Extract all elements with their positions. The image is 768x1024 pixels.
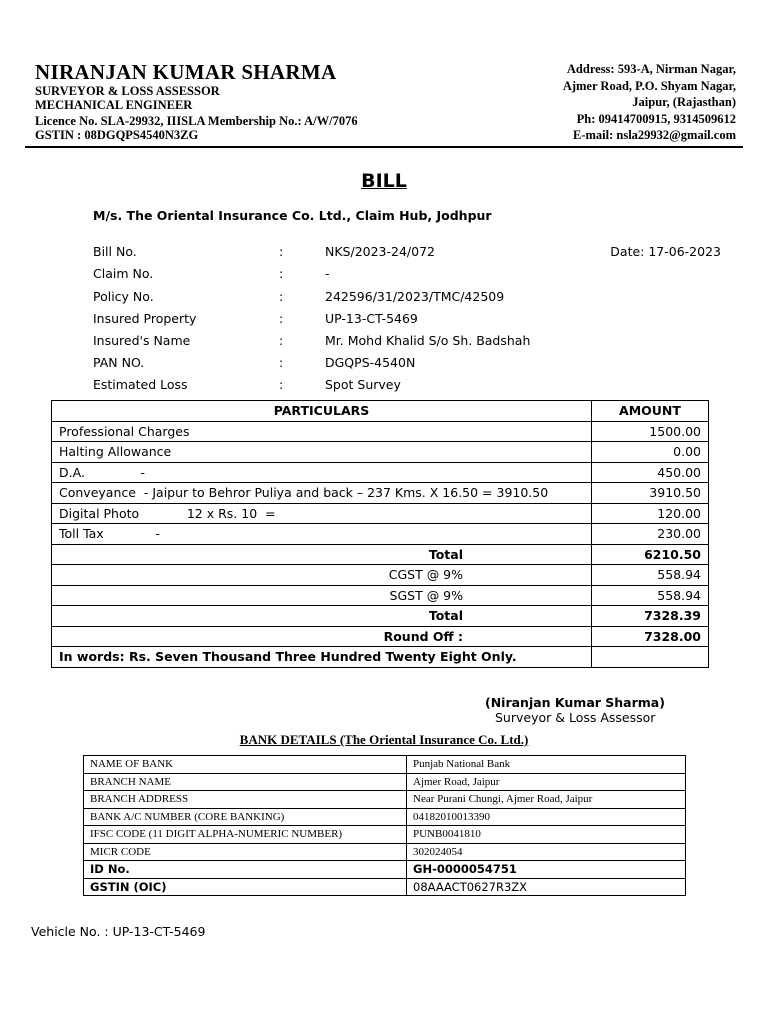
particular-cell: Halting Allowance: [52, 442, 592, 463]
amount-cell: 3910.50: [592, 483, 709, 504]
table-row: [84, 791, 686, 809]
table-row: [84, 843, 686, 861]
bank-key: IFSC CODE (11 DIGIT ALPHA-NUMERIC NUMBER): [84, 826, 407, 844]
sgst-label: SGST @ 9%: [52, 585, 592, 606]
subtotal-amount: 6210.50: [592, 544, 709, 565]
subtotal-row: [52, 544, 709, 565]
letterhead-qualification: MECHANICAL ENGINEER: [35, 98, 193, 112]
email-line: E-mail: nsla29932@gmail.com: [572, 128, 736, 142]
table-row: [84, 756, 686, 774]
address-line-3: Jaipur, (Rajasthan): [632, 95, 736, 109]
phone-line: Ph: 09414700915, 9314509612: [576, 111, 736, 126]
table-row: [52, 462, 709, 483]
table-row: [84, 773, 686, 791]
meta-value-claim-no: -: [325, 266, 330, 281]
meta-colon: :: [279, 244, 284, 259]
sgst-row: [52, 585, 709, 606]
grand-total-amount: 7328.39: [592, 606, 709, 627]
header-amount: AMOUNT: [592, 401, 709, 422]
signatory-name: (Niranjan Kumar Sharma): [485, 695, 665, 710]
particular-cell: Toll Tax -: [52, 524, 592, 545]
bank-value: Ajmer Road, Jaipur: [407, 773, 686, 791]
bank-value: 04182010013390: [407, 808, 686, 826]
subtotal-label: Total: [52, 544, 592, 565]
table-row: [52, 503, 709, 524]
table-row: [84, 861, 686, 879]
bank-key: BRANCH ADDRESS: [84, 791, 407, 809]
table-row: [84, 826, 686, 844]
letterhead-divider: [25, 146, 743, 148]
bank-key: MICR CODE: [84, 843, 407, 861]
bank-key: NAME OF BANK: [84, 756, 407, 774]
amount-cell: 450.00: [592, 462, 709, 483]
table-row: [52, 524, 709, 545]
amount-in-words: In words: Rs. Seven Thousand Three Hundred Twenty Eight Only.: [52, 647, 592, 668]
meta-label-pan-no: PAN NO.: [93, 355, 145, 370]
table-row: [52, 421, 709, 442]
meta-value-estimated-loss: Spot Survey: [325, 377, 401, 392]
address-line-2: Ajmer Road, P.O. Shyam Nagar,: [562, 78, 736, 93]
particular-cell: Digital Photo 12 x Rs. 10 =: [52, 503, 592, 524]
bill-date: Date: 17-06-2023: [610, 244, 721, 259]
meta-label-insured-name: Insured's Name: [93, 333, 191, 348]
letterhead-address-block: [476, 61, 736, 144]
bank-key: ID No.: [84, 861, 407, 879]
table-row: [84, 808, 686, 826]
meta-colon: :: [279, 355, 284, 370]
letterhead-name: NIRANJAN KUMAR SHARMA: [35, 60, 337, 84]
grand-total-row: [52, 606, 709, 627]
sgst-amount: 558.94: [592, 585, 709, 606]
cgst-amount: 558.94: [592, 565, 709, 586]
meta-value-insured-property: UP-13-CT-5469: [325, 311, 418, 326]
bill-table-header: [52, 401, 709, 422]
round-off-label: Round Off :: [52, 626, 592, 647]
meta-colon: :: [279, 289, 284, 304]
bank-value: PUNB0041810: [407, 826, 686, 844]
cgst-row: [52, 565, 709, 586]
particular-cell: Professional Charges: [52, 421, 592, 442]
table-row: [52, 483, 709, 504]
particular-cell: D.A. -: [52, 462, 592, 483]
bank-value: 08AAACT0627R3ZX: [407, 878, 686, 896]
meta-colon: :: [279, 311, 284, 326]
meta-value-bill-no: NKS/2023-24/072: [325, 244, 435, 259]
bank-value: GH-0000054751: [407, 861, 686, 879]
bank-key: BANK A/C NUMBER (CORE BANKING): [84, 808, 407, 826]
signatory-title: Surveyor & Loss Assessor: [495, 710, 656, 725]
meta-colon: :: [279, 333, 284, 348]
amount-cell: 120.00: [592, 503, 709, 524]
meta-label-bill-no: Bill No.: [93, 244, 137, 259]
bank-value: 302024054: [407, 843, 686, 861]
letterhead-licence: Licence No. SLA-29932, IIISLA Membership No.: A/W/7076: [35, 114, 358, 128]
bill-table: [51, 400, 709, 668]
particular-cell: Conveyance - Jaipur to Behror Puliya and back – 237 Kms. X 16.50 = 3910.50: [52, 483, 592, 504]
document-title: BILL: [361, 170, 407, 192]
meta-label-policy-no: Policy No.: [93, 289, 154, 304]
meta-colon: :: [279, 377, 284, 392]
meta-colon: :: [279, 266, 284, 281]
addressee: M/s. The Oriental Insurance Co. Ltd., Claim Hub, Jodhpur: [93, 208, 492, 223]
round-off-amount: 7328.00: [592, 626, 709, 647]
meta-value-insured-name: Mr. Mohd Khalid S/o Sh. Badshah: [325, 333, 531, 348]
bank-value: Near Purani Chungi, Ajmer Road, Jaipur: [407, 791, 686, 809]
bank-value: Punjab National Bank: [407, 756, 686, 774]
empty-cell: [592, 647, 709, 668]
meta-value-policy-no: 242596/31/2023/TMC/42509: [325, 289, 505, 304]
bank-details-title: BANK DETAILS (The Oriental Insurance Co. Ltd.): [239, 732, 529, 747]
meta-label-claim-no: Claim No.: [93, 266, 154, 281]
cgst-label: CGST @ 9%: [52, 565, 592, 586]
letterhead-role: SURVEYOR & LOSS ASSESSOR: [35, 84, 220, 98]
in-words-row: [52, 647, 709, 668]
bank-key: GSTIN (OIC): [84, 878, 407, 896]
meta-label-estimated-loss: Estimated Loss: [93, 377, 188, 392]
amount-cell: 0.00: [592, 442, 709, 463]
table-row: [52, 442, 709, 463]
grand-total-label: Total: [52, 606, 592, 627]
meta-value-pan-no: DGQPS-4540N: [325, 355, 416, 370]
bank-key: BRANCH NAME: [84, 773, 407, 791]
bank-details-table: [83, 755, 686, 896]
meta-label-insured-property: Insured Property: [93, 311, 197, 326]
letterhead-gstin: GSTIN : 08DGQPS4540N3ZG: [35, 128, 199, 142]
header-particulars: PARTICULARS: [52, 401, 592, 422]
vehicle-number: Vehicle No. : UP-13-CT-5469: [31, 924, 206, 939]
amount-cell: 230.00: [592, 524, 709, 545]
table-row: [84, 878, 686, 896]
amount-cell: 1500.00: [592, 421, 709, 442]
address-line-1: Address: 593-A, Nirman Nagar,: [566, 62, 736, 76]
round-off-row: [52, 626, 709, 647]
